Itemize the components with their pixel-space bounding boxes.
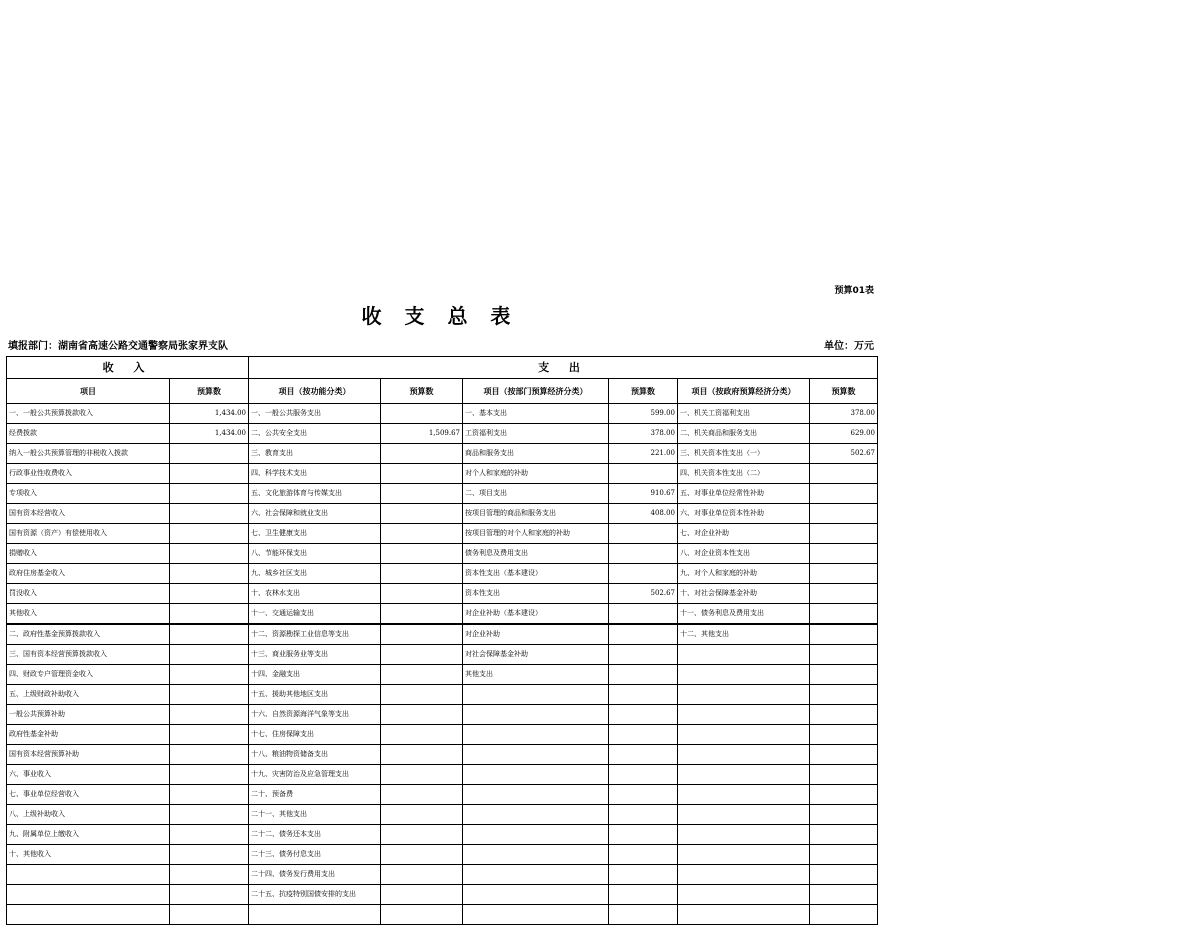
form-code: 预算01表 <box>834 286 874 296</box>
expense-section-header: 支 出 <box>249 357 878 379</box>
function-item-cell: 十、农林水支出 <box>249 584 381 604</box>
income-amount-cell <box>170 905 249 925</box>
function-amount-cell <box>381 504 463 524</box>
gov-econ-item-cell <box>678 665 810 685</box>
function-amount-cell <box>381 845 463 865</box>
table-row <box>7 564 878 584</box>
gov-econ-item-cell <box>678 705 810 725</box>
function-amount-cell <box>381 725 463 745</box>
gov-econ-item-cell <box>678 725 810 745</box>
income-amount-cell <box>170 544 249 564</box>
income-item-cell: 十、其他收入 <box>7 845 170 865</box>
table-row <box>7 444 878 464</box>
dept-econ-item-cell <box>463 905 609 925</box>
income-amount-cell <box>170 564 249 584</box>
function-item-cell: 十五、援助其他地区支出 <box>249 685 381 705</box>
gov-econ-amount-cell <box>810 725 878 745</box>
income-item-cell: 行政事业性收费收入 <box>7 464 170 484</box>
dept-econ-item-cell: 对企业补助（基本建设） <box>463 604 609 625</box>
gov-econ-amount-cell: 502.67 <box>810 444 878 464</box>
dept-econ-item-cell <box>463 685 609 705</box>
dept-econ-amount-cell <box>609 885 678 905</box>
gov-econ-item-cell <box>678 885 810 905</box>
function-item-cell: 六、社会保障和就业支出 <box>249 504 381 524</box>
function-item-cell: 二十三、债务付息支出 <box>249 845 381 865</box>
gov-econ-amount-cell <box>810 865 878 885</box>
income-item-cell: 一、一般公共预算拨款收入 <box>7 404 170 424</box>
function-amount-cell <box>381 665 463 685</box>
function-amount-cell <box>381 484 463 504</box>
income-item-cell <box>7 905 170 925</box>
function-amount-cell <box>381 624 463 645</box>
function-amount-cell <box>381 464 463 484</box>
function-item-cell: 二十四、债务发行费用支出 <box>249 865 381 885</box>
gov-econ-item-cell: 九、对个人和家庭的补助 <box>678 564 810 584</box>
table-row <box>7 404 878 424</box>
dept-econ-amount-cell <box>609 845 678 865</box>
income-amount-cell <box>170 645 249 665</box>
dept-econ-amount-cell <box>609 825 678 845</box>
gov-econ-amount-cell <box>810 805 878 825</box>
dept-econ-amount-cell <box>609 785 678 805</box>
income-item-cell: 六、事业收入 <box>7 765 170 785</box>
income-item-cell: 政府性基金补助 <box>7 725 170 745</box>
income-item-cell: 八、上级补助收入 <box>7 805 170 825</box>
gov-econ-item-cell <box>678 905 810 925</box>
department-label: 填报部门：湖南省高速公路交通警察局张家界支队 <box>8 341 228 352</box>
function-item-cell: 十一、交通运输支出 <box>249 604 381 625</box>
col-header-dept-econ-amount: 预算数 <box>609 379 678 404</box>
income-section-header: 收 入 <box>7 357 249 379</box>
dept-econ-item-cell <box>463 845 609 865</box>
table-row <box>7 524 878 544</box>
dept-econ-amount-cell: 910.67 <box>609 484 678 504</box>
income-amount-cell <box>170 705 249 725</box>
gov-econ-item-cell: 七、对企业补助 <box>678 524 810 544</box>
income-amount-cell <box>170 805 249 825</box>
gov-econ-amount-cell <box>810 544 878 564</box>
gov-econ-item-cell <box>678 685 810 705</box>
function-amount-cell <box>381 885 463 905</box>
budget-table <box>6 356 878 925</box>
income-amount-cell <box>170 484 249 504</box>
gov-econ-item-cell <box>678 745 810 765</box>
table-row <box>7 845 878 865</box>
gov-econ-item-cell <box>678 785 810 805</box>
income-item-cell <box>7 865 170 885</box>
gov-econ-amount-cell <box>810 564 878 584</box>
col-header-gov-econ-amount: 预算数 <box>810 379 878 404</box>
dept-econ-amount-cell <box>609 705 678 725</box>
gov-econ-amount-cell: 378.00 <box>810 404 878 424</box>
income-amount-cell <box>170 584 249 604</box>
income-item-cell: 政府住房基金收入 <box>7 564 170 584</box>
gov-econ-item-cell <box>678 805 810 825</box>
gov-econ-amount-cell <box>810 845 878 865</box>
function-amount-cell <box>381 544 463 564</box>
column-header-row <box>7 379 878 404</box>
income-item-cell: 四、财政专户管理资金收入 <box>7 665 170 685</box>
income-item-cell: 三、国有资本经营预算拨款收入 <box>7 645 170 665</box>
function-amount-cell <box>381 765 463 785</box>
dept-econ-amount-cell <box>609 464 678 484</box>
gov-econ-item-cell: 一、机关工资福利支出 <box>678 404 810 424</box>
function-amount-cell <box>381 645 463 665</box>
function-item-cell: 十九、灾害防治及应急管理支出 <box>249 765 381 785</box>
gov-econ-item-cell: 十二、其他支出 <box>678 624 810 645</box>
income-item-cell: 国有资本经营预算补助 <box>7 745 170 765</box>
gov-econ-amount-cell <box>810 705 878 725</box>
table-row <box>7 865 878 885</box>
income-amount-cell <box>170 685 249 705</box>
col-header-function-amount: 预算数 <box>381 379 463 404</box>
income-amount-cell <box>170 885 249 905</box>
function-item-cell: 一、一般公共服务支出 <box>249 404 381 424</box>
income-amount-cell: 1,434.00 <box>170 404 249 424</box>
gov-econ-item-cell: 五、对事业单位经常性补助 <box>678 484 810 504</box>
dept-econ-item-cell: 对企业补助 <box>463 624 609 645</box>
dept-econ-item-cell <box>463 865 609 885</box>
dept-econ-item-cell <box>463 725 609 745</box>
dept-econ-item-cell <box>463 765 609 785</box>
table-row <box>7 805 878 825</box>
function-item-cell: 二十、预备费 <box>249 785 381 805</box>
dept-econ-item-cell <box>463 885 609 905</box>
col-header-income-amount: 预算数 <box>170 379 249 404</box>
income-item-cell: 专项收入 <box>7 484 170 504</box>
income-amount-cell <box>170 665 249 685</box>
dept-econ-amount-cell: 221.00 <box>609 444 678 464</box>
dept-econ-amount-cell <box>609 564 678 584</box>
table-row <box>7 484 878 504</box>
income-item-cell: 罚没收入 <box>7 584 170 604</box>
income-item-cell: 捐赠收入 <box>7 544 170 564</box>
dept-econ-amount-cell <box>609 725 678 745</box>
table-row <box>7 604 878 625</box>
table-row <box>7 424 878 444</box>
income-amount-cell <box>170 845 249 865</box>
gov-econ-amount-cell <box>810 785 878 805</box>
function-item-cell <box>249 905 381 925</box>
table-row <box>7 825 878 845</box>
gov-econ-amount-cell: 629.00 <box>810 424 878 444</box>
income-amount-cell <box>170 725 249 745</box>
function-amount-cell <box>381 865 463 885</box>
gov-econ-amount-cell <box>810 905 878 925</box>
table-row <box>7 544 878 564</box>
gov-econ-item-cell: 十、对社会保障基金补助 <box>678 584 810 604</box>
function-item-cell: 十二、资源勘探工业信息等支出 <box>249 624 381 645</box>
dept-econ-item-cell: 按项目管理的商品和服务支出 <box>463 504 609 524</box>
table-row <box>7 685 878 705</box>
income-amount-cell <box>170 825 249 845</box>
function-item-cell: 三、教育支出 <box>249 444 381 464</box>
function-item-cell: 七、卫生健康支出 <box>249 524 381 544</box>
function-amount-cell <box>381 785 463 805</box>
gov-econ-item-cell <box>678 765 810 785</box>
dept-econ-amount-cell <box>609 745 678 765</box>
dept-econ-item-cell <box>463 745 609 765</box>
table-row <box>7 645 878 665</box>
income-item-cell: 九、附属单位上缴收入 <box>7 825 170 845</box>
function-amount-cell <box>381 805 463 825</box>
gov-econ-amount-cell <box>810 745 878 765</box>
dept-econ-amount-cell <box>609 645 678 665</box>
dept-econ-item-cell: 二、项目支出 <box>463 484 609 504</box>
income-item-cell: 国有资源（资产）有偿使用收入 <box>7 524 170 544</box>
function-amount-cell <box>381 404 463 424</box>
function-amount-cell <box>381 745 463 765</box>
gov-econ-amount-cell <box>810 685 878 705</box>
dept-econ-item-cell <box>463 705 609 725</box>
gov-econ-item-cell: 六、对事业单位资本性补助 <box>678 504 810 524</box>
function-amount-cell <box>381 604 463 625</box>
function-amount-cell <box>381 905 463 925</box>
dept-econ-item-cell <box>463 825 609 845</box>
gov-econ-amount-cell <box>810 604 878 625</box>
gov-econ-amount-cell <box>810 765 878 785</box>
income-item-cell: 五、上级财政补助收入 <box>7 685 170 705</box>
income-amount-cell <box>170 464 249 484</box>
dept-econ-amount-cell: 408.00 <box>609 504 678 524</box>
income-item-cell: 二、政府性基金预算拨款收入 <box>7 624 170 645</box>
dept-econ-item-cell: 按项目管理的对个人和家庭的补助 <box>463 524 609 544</box>
function-item-cell: 十四、金融支出 <box>249 665 381 685</box>
function-item-cell: 八、节能环保支出 <box>249 544 381 564</box>
function-item-cell: 二十二、债务还本支出 <box>249 825 381 845</box>
dept-econ-amount-cell <box>609 685 678 705</box>
income-amount-cell <box>170 745 249 765</box>
dept-econ-item-cell <box>463 785 609 805</box>
gov-econ-amount-cell <box>810 464 878 484</box>
function-item-cell: 十三、商业服务业等支出 <box>249 645 381 665</box>
gov-econ-item-cell <box>678 845 810 865</box>
function-item-cell: 五、文化旅游体育与传媒支出 <box>249 484 381 504</box>
dept-econ-amount-cell: 599.00 <box>609 404 678 424</box>
dept-econ-item-cell: 债务利息及费用支出 <box>463 544 609 564</box>
function-amount-cell <box>381 584 463 604</box>
gov-econ-amount-cell <box>810 645 878 665</box>
income-item-cell: 七、事业单位经营收入 <box>7 785 170 805</box>
income-amount-cell: 1,434.00 <box>170 424 249 444</box>
income-item-cell: 其他收入 <box>7 604 170 625</box>
function-item-cell: 四、科学技术支出 <box>249 464 381 484</box>
gov-econ-item-cell <box>678 645 810 665</box>
gov-econ-item-cell: 四、机关资本性支出（二） <box>678 464 810 484</box>
section-header-row <box>7 357 878 379</box>
function-item-cell: 十七、住房保障支出 <box>249 725 381 745</box>
unit-label: 单位：万元 <box>824 341 874 352</box>
col-header-gov-econ-item: 项目（按政府预算经济分类） <box>678 379 810 404</box>
function-amount-cell <box>381 444 463 464</box>
gov-econ-item-cell: 八、对企业资本性支出 <box>678 544 810 564</box>
table-row <box>7 464 878 484</box>
dept-econ-item-cell: 商品和服务支出 <box>463 444 609 464</box>
gov-econ-item-cell: 二、机关商品和服务支出 <box>678 424 810 444</box>
col-header-function-item: 项目（按功能分类） <box>249 379 381 404</box>
gov-econ-amount-cell <box>810 584 878 604</box>
table-row <box>7 624 878 645</box>
dept-econ-amount-cell <box>609 665 678 685</box>
function-amount-cell: 1,509.67 <box>381 424 463 444</box>
function-item-cell: 十八、粮油物资储备支出 <box>249 745 381 765</box>
dept-econ-amount-cell <box>609 544 678 564</box>
gov-econ-item-cell <box>678 825 810 845</box>
dept-econ-amount-cell <box>609 905 678 925</box>
income-amount-cell <box>170 504 249 524</box>
gov-econ-amount-cell <box>810 885 878 905</box>
function-item-cell: 九、城乡社区支出 <box>249 564 381 584</box>
income-item-cell <box>7 885 170 905</box>
gov-econ-item-cell: 三、机关资本性支出（一） <box>678 444 810 464</box>
dept-econ-item-cell: 其他支出 <box>463 665 609 685</box>
page-title: 收 支 总 表 <box>361 304 519 328</box>
table-row <box>7 905 878 925</box>
dept-econ-amount-cell <box>609 604 678 625</box>
table-row <box>7 725 878 745</box>
table-row <box>7 504 878 524</box>
gov-econ-amount-cell <box>810 624 878 645</box>
gov-econ-item-cell: 十一、债务利息及费用支出 <box>678 604 810 625</box>
col-header-dept-econ-item: 项目（按部门预算经济分类） <box>463 379 609 404</box>
dept-econ-amount-cell: 502.67 <box>609 584 678 604</box>
table-row <box>7 665 878 685</box>
income-amount-cell <box>170 524 249 544</box>
table-row <box>7 785 878 805</box>
table-row <box>7 885 878 905</box>
dept-econ-item-cell <box>463 805 609 825</box>
dept-econ-item-cell: 对社会保障基金补助 <box>463 645 609 665</box>
dept-econ-item-cell: 对个人和家庭的补助 <box>463 464 609 484</box>
function-amount-cell <box>381 524 463 544</box>
dept-econ-amount-cell <box>609 865 678 885</box>
function-item-cell: 二十五、抗疫特别国债安排的支出 <box>249 885 381 905</box>
function-amount-cell <box>381 705 463 725</box>
function-item-cell: 二十一、其他支出 <box>249 805 381 825</box>
table-row <box>7 705 878 725</box>
dept-econ-item-cell: 资本性支出 <box>463 584 609 604</box>
dept-econ-amount-cell <box>609 765 678 785</box>
dept-econ-item-cell: 资本性支出（基本建设） <box>463 564 609 584</box>
income-amount-cell <box>170 444 249 464</box>
gov-econ-amount-cell <box>810 825 878 845</box>
table-row <box>7 765 878 785</box>
dept-econ-amount-cell: 378.00 <box>609 424 678 444</box>
table-row <box>7 584 878 604</box>
dept-econ-item-cell: 一、基本支出 <box>463 404 609 424</box>
dept-econ-amount-cell <box>609 524 678 544</box>
gov-econ-amount-cell <box>810 524 878 544</box>
col-header-income-item: 项目 <box>7 379 170 404</box>
function-amount-cell <box>381 564 463 584</box>
function-amount-cell <box>381 825 463 845</box>
gov-econ-item-cell <box>678 865 810 885</box>
income-item-cell: 国有资本经营收入 <box>7 504 170 524</box>
income-amount-cell <box>170 785 249 805</box>
income-item-cell: 一般公共预算补助 <box>7 705 170 725</box>
function-amount-cell <box>381 685 463 705</box>
income-amount-cell <box>170 765 249 785</box>
function-item-cell: 二、公共安全支出 <box>249 424 381 444</box>
dept-econ-item-cell: 工资福利支出 <box>463 424 609 444</box>
income-amount-cell <box>170 624 249 645</box>
gov-econ-amount-cell <box>810 484 878 504</box>
dept-econ-amount-cell <box>609 624 678 645</box>
table-row <box>7 745 878 765</box>
gov-econ-amount-cell <box>810 665 878 685</box>
income-amount-cell <box>170 865 249 885</box>
function-item-cell: 十六、自然资源海洋气象等支出 <box>249 705 381 725</box>
income-item-cell: 纳入一般公共预算管理的非税收入拨款 <box>7 444 170 464</box>
income-item-cell: 经费拨款 <box>7 424 170 444</box>
gov-econ-amount-cell <box>810 504 878 524</box>
dept-econ-amount-cell <box>609 805 678 825</box>
income-amount-cell <box>170 604 249 625</box>
